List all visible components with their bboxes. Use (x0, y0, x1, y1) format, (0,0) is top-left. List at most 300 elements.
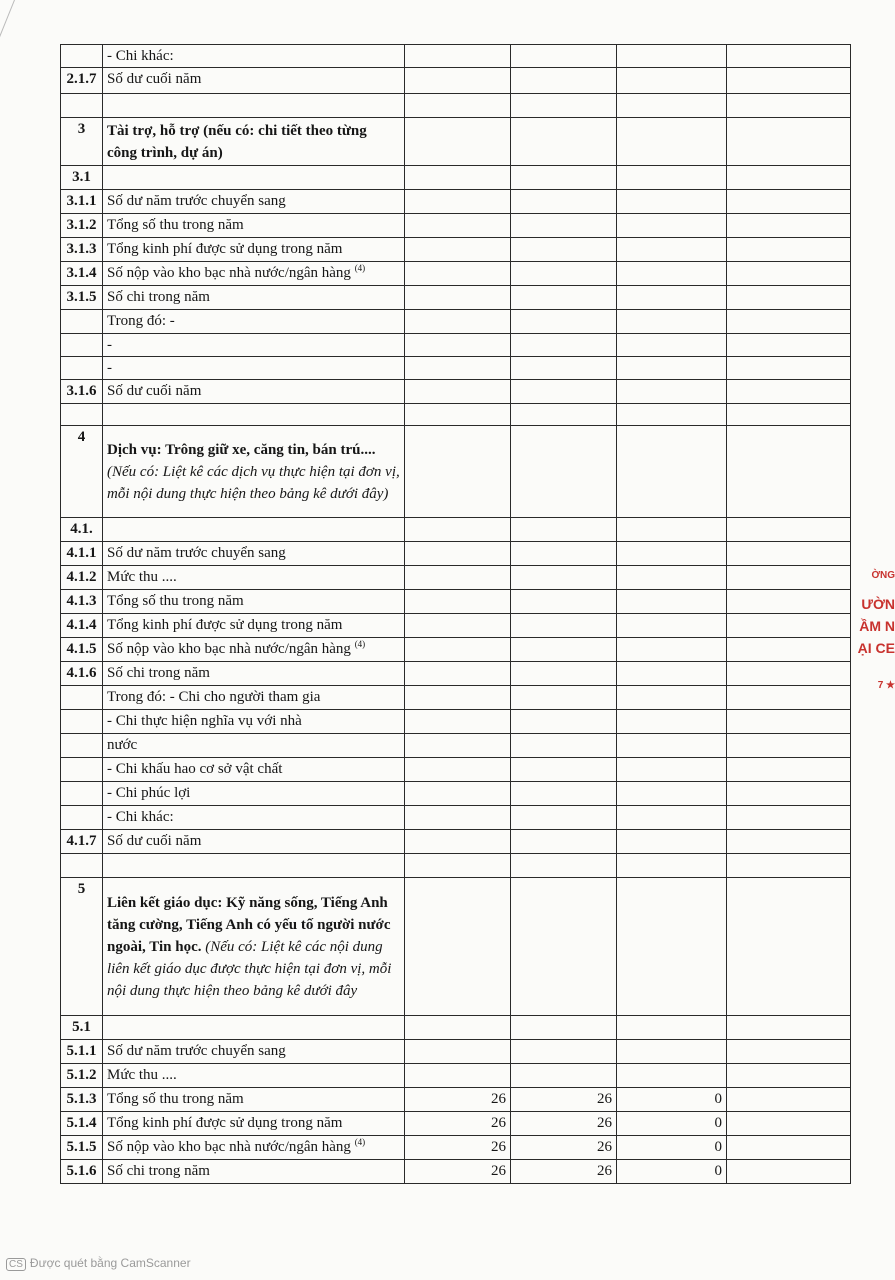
row-number: 5.1.1 (61, 1040, 103, 1064)
value-cell (617, 806, 727, 830)
row-number (61, 758, 103, 782)
section-heading: Dịch vụ: Trông giữ xe, căng tin, bán trú.... (107, 441, 376, 458)
value-cell: 26 (405, 1160, 511, 1184)
table-row (61, 854, 851, 878)
ledger-sheet (60, 44, 850, 1184)
value-cell (511, 782, 617, 806)
table-row (61, 710, 851, 734)
row-label: - Chi khác: (107, 48, 174, 64)
value-cell (617, 286, 727, 310)
row-description (103, 734, 405, 758)
row-number: 3 (61, 118, 103, 166)
value-cell (727, 614, 851, 638)
table-row (61, 214, 851, 238)
row-number: 5 (61, 878, 103, 1016)
table-row (61, 782, 851, 806)
row-description (103, 94, 405, 118)
footer-text: Được quét bằng CamScanner (29, 1256, 191, 1270)
row-number: 4.1.1 (61, 542, 103, 566)
value-cell (727, 542, 851, 566)
table-row (61, 380, 851, 404)
row-label: Tổng số thu trong năm (107, 217, 244, 233)
table-row (61, 518, 851, 542)
footnote-marker: (4) (354, 1137, 366, 1147)
scanner-footer (6, 1256, 191, 1271)
value-cell (727, 286, 851, 310)
value-cell: 0 (617, 1088, 727, 1112)
value-cell (727, 1136, 851, 1160)
value-cell (617, 518, 727, 542)
row-description (103, 1088, 405, 1112)
row-description (103, 806, 405, 830)
value-cell (511, 45, 617, 68)
table-row (61, 566, 851, 590)
value-cell (405, 566, 511, 590)
value-cell (727, 1016, 851, 1040)
row-label: Số chi trong năm (107, 1163, 210, 1179)
row-description (103, 638, 405, 662)
value-cell (617, 118, 727, 166)
value-cell (511, 854, 617, 878)
row-description (103, 380, 405, 404)
value-cell (405, 782, 511, 806)
value-cell (511, 542, 617, 566)
stamp-text: 7 ★ (877, 680, 895, 691)
row-number (61, 310, 103, 334)
value-cell (617, 238, 727, 262)
value-cell: 26 (511, 1112, 617, 1136)
value-cell (405, 734, 511, 758)
row-number (61, 404, 103, 426)
value-cell (727, 782, 851, 806)
value-cell (727, 238, 851, 262)
row-number (61, 806, 103, 830)
value-cell (405, 45, 511, 68)
value-cell: 26 (405, 1112, 511, 1136)
value-cell (727, 830, 851, 854)
row-number (61, 734, 103, 758)
row-description (103, 238, 405, 262)
row-number: 3.1.4 (61, 262, 103, 286)
value-cell (405, 830, 511, 854)
value-cell: 0 (617, 1112, 727, 1136)
table-row (61, 1136, 851, 1160)
row-number (61, 854, 103, 878)
value-cell (511, 1016, 617, 1040)
value-cell (511, 118, 617, 166)
value-cell (727, 758, 851, 782)
table-row (61, 1040, 851, 1064)
row-label: - Chi thực hiện nghĩa vụ với nhà (107, 713, 302, 729)
table-body (61, 45, 851, 1184)
value-cell (617, 357, 727, 380)
value-cell (511, 238, 617, 262)
table-row (61, 878, 851, 1016)
value-cell (617, 334, 727, 357)
value-cell (727, 1088, 851, 1112)
row-number: 3.1.1 (61, 190, 103, 214)
row-label: Số dư năm trước chuyển sang (107, 1043, 286, 1059)
table-row (61, 542, 851, 566)
footnote-marker: (4) (354, 263, 366, 273)
value-cell (511, 806, 617, 830)
table-row (61, 638, 851, 662)
stamp-text: ƯỜN (861, 596, 895, 612)
table-row (61, 68, 851, 94)
value-cell (405, 878, 511, 1016)
value-cell (727, 854, 851, 878)
table-row (61, 1160, 851, 1184)
value-cell (405, 68, 511, 94)
table-row (61, 686, 851, 710)
value-cell (405, 404, 511, 426)
row-label: Trong đó: - Chi cho người tham gia (107, 689, 321, 705)
table-row (61, 1064, 851, 1088)
row-number: 5.1.2 (61, 1064, 103, 1088)
row-number: 4.1.7 (61, 830, 103, 854)
value-cell (405, 662, 511, 686)
value-cell (405, 118, 511, 166)
row-label: - Chi khác: (107, 809, 174, 825)
value-cell (617, 426, 727, 518)
value-cell (405, 614, 511, 638)
row-number: 5.1.3 (61, 1088, 103, 1112)
value-cell (617, 566, 727, 590)
value-cell: 0 (617, 1136, 727, 1160)
row-number: 4.1.3 (61, 590, 103, 614)
value-cell (617, 638, 727, 662)
table-row (61, 45, 851, 68)
table-row (61, 830, 851, 854)
row-description (103, 190, 405, 214)
value-cell: 26 (511, 1088, 617, 1112)
value-cell (511, 566, 617, 590)
row-number: 3.1.5 (61, 286, 103, 310)
value-cell (617, 214, 727, 238)
row-label: Tổng kinh phí được sử dụng trong năm (107, 241, 343, 257)
value-cell (617, 878, 727, 1016)
value-cell (727, 806, 851, 830)
row-number: 4.1.6 (61, 662, 103, 686)
row-number (61, 710, 103, 734)
value-cell (617, 662, 727, 686)
row-description (103, 590, 405, 614)
row-description (103, 426, 405, 518)
row-description (103, 710, 405, 734)
table-row (61, 590, 851, 614)
value-cell (405, 214, 511, 238)
value-cell (405, 638, 511, 662)
value-cell (617, 758, 727, 782)
value-cell (617, 542, 727, 566)
row-number: 5.1.4 (61, 1112, 103, 1136)
value-cell (511, 758, 617, 782)
value-cell (727, 334, 851, 357)
table-row (61, 662, 851, 686)
row-description (103, 214, 405, 238)
value-cell (617, 68, 727, 94)
value-cell (405, 310, 511, 334)
table-row (61, 118, 851, 166)
table-row (61, 1112, 851, 1136)
stamp-text: ẠI CE (857, 640, 895, 656)
scan-edge-line (0, 0, 15, 111)
row-number: 4.1.5 (61, 638, 103, 662)
table-row (61, 404, 851, 426)
row-label: Số dư cuối năm (107, 71, 202, 87)
value-cell (405, 518, 511, 542)
row-label: Số dư cuối năm (107, 383, 202, 399)
row-number: 3.1.6 (61, 380, 103, 404)
value-cell (617, 614, 727, 638)
red-seal-stamp (853, 560, 895, 710)
row-label: Số nộp vào kho bạc nhà nước/ngân hàng (107, 641, 351, 657)
row-label: Số nộp vào kho bạc nhà nước/ngân hàng (107, 1139, 351, 1155)
value-cell (617, 590, 727, 614)
value-cell (727, 357, 851, 380)
value-cell (511, 426, 617, 518)
table-row (61, 238, 851, 262)
value-cell (727, 662, 851, 686)
value-cell (511, 94, 617, 118)
row-description (103, 1016, 405, 1040)
value-cell (405, 380, 511, 404)
row-description (103, 854, 405, 878)
row-label: Mức thu .... (107, 1067, 177, 1083)
row-number: 5.1 (61, 1016, 103, 1040)
value-cell (405, 166, 511, 190)
value-cell (405, 758, 511, 782)
value-cell (511, 286, 617, 310)
value-cell (727, 214, 851, 238)
row-description (103, 518, 405, 542)
value-cell (511, 334, 617, 357)
row-number (61, 94, 103, 118)
value-cell (405, 686, 511, 710)
table-row (61, 614, 851, 638)
value-cell: 26 (405, 1088, 511, 1112)
row-number: 4.1.4 (61, 614, 103, 638)
row-description (103, 782, 405, 806)
value-cell (727, 566, 851, 590)
row-description (103, 310, 405, 334)
value-cell (511, 357, 617, 380)
row-number: 4 (61, 426, 103, 518)
value-cell (617, 734, 727, 758)
row-description (103, 334, 405, 357)
value-cell (727, 190, 851, 214)
table-row (61, 262, 851, 286)
row-label: Số chi trong năm (107, 289, 210, 305)
row-label: Số dư năm trước chuyển sang (107, 545, 286, 561)
value-cell (727, 166, 851, 190)
value-cell: 26 (405, 1136, 511, 1160)
value-cell (405, 1016, 511, 1040)
value-cell (511, 214, 617, 238)
row-number (61, 45, 103, 68)
value-cell (727, 404, 851, 426)
value-cell (405, 710, 511, 734)
row-label: - Chi phúc lợi (107, 785, 191, 801)
row-number: 5.1.6 (61, 1160, 103, 1184)
section-heading: Tài trợ, hỗ trợ (nếu có: chi tiết theo từng công trình, dự án) (107, 122, 367, 161)
value-cell (511, 262, 617, 286)
camscanner-icon: CS (6, 1258, 26, 1271)
section-heading: Liên kết giáo dục: Kỹ năng sống, Tiếng Anh tăng cường, Tiếng Anh có yếu tố người nước ngoài, Tin học. (107, 894, 391, 955)
value-cell: 26 (511, 1136, 617, 1160)
stamp-text: ỜNG (871, 570, 895, 581)
row-number: 5.1.5 (61, 1136, 103, 1160)
row-description (103, 1160, 405, 1184)
table-row (61, 758, 851, 782)
value-cell (511, 1040, 617, 1064)
value-cell (511, 710, 617, 734)
row-description (103, 1136, 405, 1160)
table-row (61, 357, 851, 380)
value-cell (727, 638, 851, 662)
value-cell (727, 310, 851, 334)
row-label: nước (107, 737, 138, 753)
value-cell (617, 1040, 727, 1064)
row-label: Tổng số thu trong năm (107, 593, 244, 609)
value-cell (405, 190, 511, 214)
value-cell: 0 (617, 1160, 727, 1184)
stamp-text: ẦM N (859, 618, 895, 634)
row-label: Số dư cuối năm (107, 833, 202, 849)
row-label: - (107, 337, 112, 353)
row-number: 4.1.2 (61, 566, 103, 590)
value-cell (727, 878, 851, 1016)
value-cell (617, 782, 727, 806)
value-cell (511, 310, 617, 334)
row-number (61, 686, 103, 710)
row-label: - Chi khấu hao cơ sở vật chất (107, 761, 283, 777)
value-cell (405, 94, 511, 118)
value-cell (405, 238, 511, 262)
table-row (61, 94, 851, 118)
value-cell (617, 190, 727, 214)
row-label: Mức thu .... (107, 569, 177, 585)
value-cell (727, 45, 851, 68)
value-cell (405, 426, 511, 518)
row-description (103, 614, 405, 638)
value-cell (617, 94, 727, 118)
value-cell (511, 662, 617, 686)
row-label: Tổng số thu trong năm (107, 1091, 244, 1107)
value-cell (727, 590, 851, 614)
row-description (103, 68, 405, 94)
table-row (61, 806, 851, 830)
value-cell (727, 426, 851, 518)
footnote-marker: (4) (354, 639, 366, 649)
value-cell (405, 542, 511, 566)
row-description (103, 1064, 405, 1088)
value-cell: 26 (511, 1160, 617, 1184)
value-cell (727, 262, 851, 286)
value-cell (511, 878, 617, 1016)
row-number: 3.1.2 (61, 214, 103, 238)
row-number: 4.1. (61, 518, 103, 542)
table-row (61, 734, 851, 758)
row-description (103, 45, 405, 68)
value-cell (405, 806, 511, 830)
value-cell (405, 1064, 511, 1088)
row-number: 3.1 (61, 166, 103, 190)
value-cell (511, 614, 617, 638)
value-cell (617, 45, 727, 68)
value-cell (511, 68, 617, 94)
value-cell (617, 830, 727, 854)
value-cell (511, 830, 617, 854)
value-cell (727, 118, 851, 166)
value-cell (617, 710, 727, 734)
row-description (103, 357, 405, 380)
value-cell (727, 1112, 851, 1136)
row-label: - (107, 360, 112, 376)
table-row (61, 1016, 851, 1040)
row-description (103, 1112, 405, 1136)
value-cell (511, 190, 617, 214)
value-cell (511, 518, 617, 542)
row-description (103, 758, 405, 782)
row-description (103, 404, 405, 426)
row-label: Số chi trong năm (107, 665, 210, 681)
value-cell (511, 638, 617, 662)
value-cell (511, 734, 617, 758)
table-row (61, 1088, 851, 1112)
value-cell (511, 380, 617, 404)
value-cell (727, 68, 851, 94)
value-cell (405, 590, 511, 614)
row-number: 3.1.3 (61, 238, 103, 262)
row-description (103, 1040, 405, 1064)
row-label: Số dư năm trước chuyển sang (107, 193, 286, 209)
row-description (103, 566, 405, 590)
value-cell (617, 1064, 727, 1088)
row-description (103, 118, 405, 166)
table-row (61, 310, 851, 334)
value-cell (617, 686, 727, 710)
table-row (61, 334, 851, 357)
value-cell (727, 710, 851, 734)
value-cell (617, 1016, 727, 1040)
value-cell (405, 357, 511, 380)
row-description (103, 542, 405, 566)
row-label: Trong đó: - (107, 313, 175, 329)
table-row (61, 166, 851, 190)
row-number: 2.1.7 (61, 68, 103, 94)
row-description (103, 878, 405, 1016)
value-cell (727, 1064, 851, 1088)
value-cell (617, 310, 727, 334)
value-cell (405, 286, 511, 310)
row-number (61, 782, 103, 806)
value-cell (405, 854, 511, 878)
table-row (61, 190, 851, 214)
value-cell (727, 686, 851, 710)
row-number (61, 357, 103, 380)
value-cell (405, 334, 511, 357)
row-label: Tổng kinh phí được sử dụng trong năm (107, 1115, 343, 1131)
value-cell (617, 404, 727, 426)
row-description (103, 662, 405, 686)
value-cell (405, 262, 511, 286)
value-cell (511, 166, 617, 190)
section-note: (Nếu có: Liệt kê các nội dung liên kết giáo dục được thực hiện tại đơn vị, mỗi nội dung thực hiện theo bảng kê dưới đây (107, 938, 392, 999)
value-cell (617, 380, 727, 404)
value-cell (727, 1160, 851, 1184)
value-cell (511, 590, 617, 614)
